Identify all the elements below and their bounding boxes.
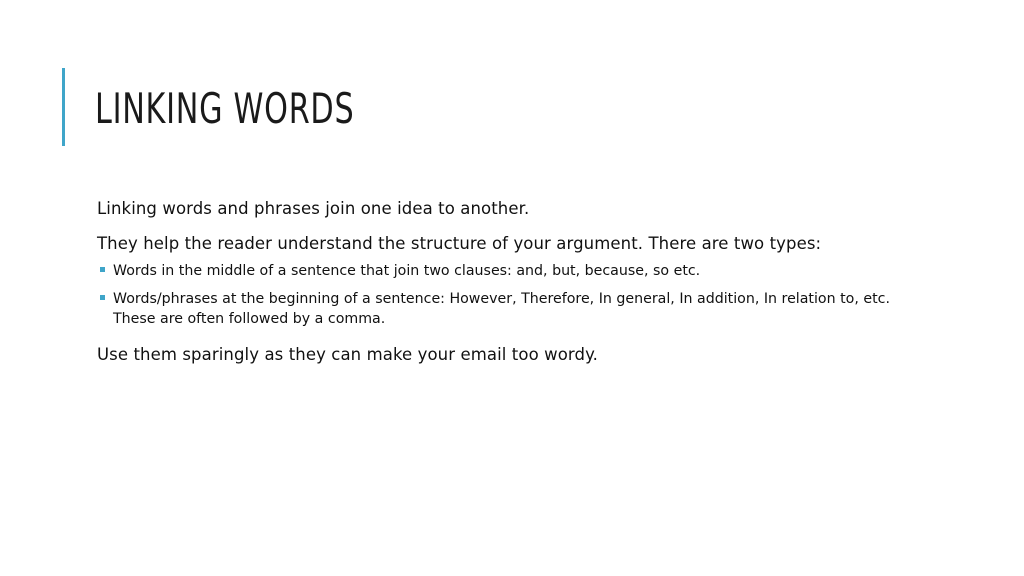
bullet-list — [97, 261, 897, 329]
bullet-item-beginning — [97, 289, 897, 329]
body-paragraph-intro: Linking words and phrases join one idea to another. — [97, 199, 530, 218]
body-paragraph-usage: Use them sparingly as they can make your email too wordy. — [97, 345, 598, 364]
square-bullet-icon — [100, 267, 105, 272]
square-bullet-icon — [100, 295, 105, 300]
slide-title: LINKING WORDS — [95, 84, 355, 133]
slide-body — [97, 197, 897, 378]
body-paragraph-structure: They help the reader understand the structure of your argument. There are two types: — [97, 234, 822, 253]
bullet-text: Words/phrases at the beginning of a sentence: However, Therefore, In general, In addition, In relation to, etc. These are often followed by a comma. — [113, 291, 890, 327]
title-accent-bar — [62, 68, 65, 146]
bullet-item-middle — [97, 261, 897, 281]
bullet-text: Words in the middle of a sentence that join two clauses: and, but, because, so etc. — [113, 263, 701, 279]
